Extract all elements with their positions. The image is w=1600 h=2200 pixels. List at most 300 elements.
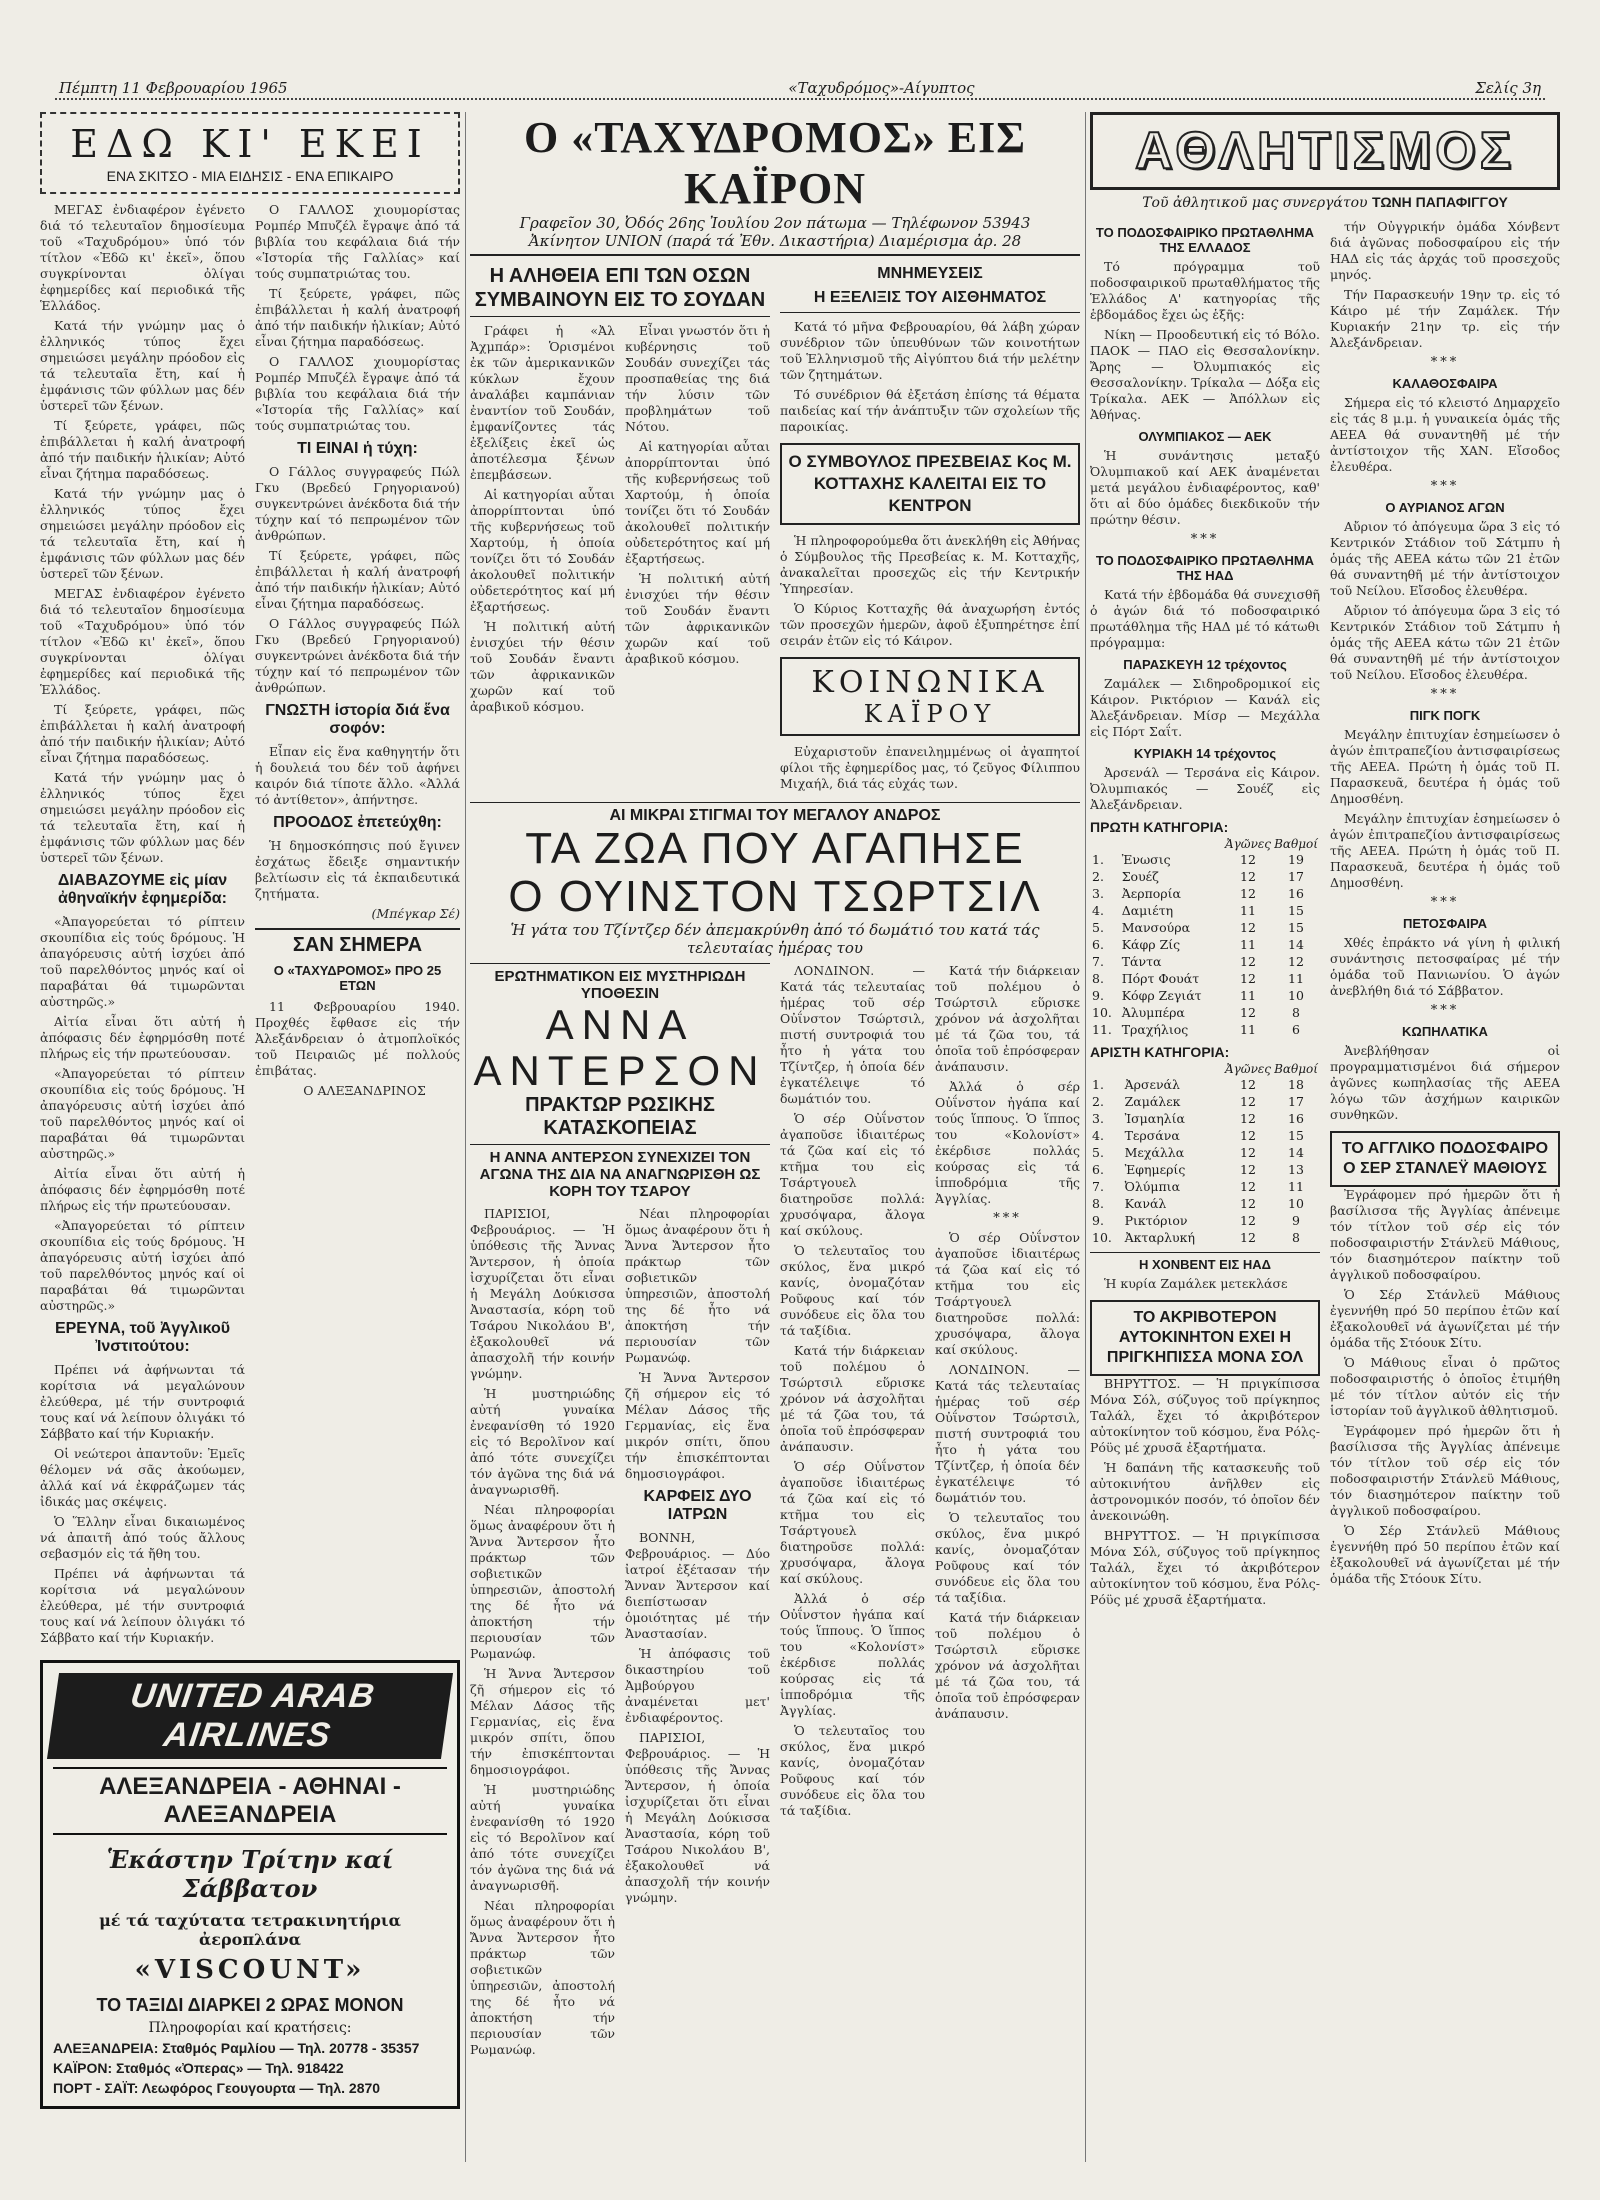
anna-col-a bbox=[470, 1206, 615, 2062]
table-cell-games: 12 bbox=[1240, 1230, 1256, 1245]
table-row bbox=[1090, 953, 1320, 970]
honved-heading: Η ΧΟΝΒΕΝΤ ΕΙΣ ΗΑΔ bbox=[1090, 1252, 1320, 1272]
article-paragraph: Πρέπει νά ἀφήνωνται τά κορίτσια νά μεγαλώνουν ἐλεύθερα, μέ τήν συντροφιά τους καί νά λείπουν ὀλιγάκι τό Σάββατο καί τήν Κυριακήν. bbox=[40, 1566, 245, 1645]
article-paragraph: Ὁ Μάθιους εἶναι ὁ πρῶτος ποδοσφαιριστής ὁ ὁποῖος ἐτιμήθη μέ τόν τίτλον αὐτόν εἰς τήν ἱστορίαν τοῦ ἀγγλικοῦ ἀθλητισμοῦ. bbox=[1330, 1355, 1560, 1418]
article-paragraph: Νέαι πληροφορίαι ὅμως ἀναφέρουν ὅτι ἡ Ἄννα Ἄντερσον ἦτο πράκτωρ τῶν σοβιετικῶν ὑπηρεσιῶν, ἀποστολή της δέ ἦτο νά ἀποκτήση τήν περιουσίαν τῶν Ρωμανώφ. bbox=[625, 1206, 770, 1365]
article-paragraph: Κατά τήν διάρκειαν τοῦ πολέμου ὁ Τσώρτσιλ εὕρισκε χρόνον νά ἀσχολῆται μέ τά ζῶα του, τά ὁποῖα τοῦ ἐπρόσφεραν ἀνάπαυσιν. bbox=[935, 1610, 1080, 1721]
counsellor-headline: Ο ΣΥΜΒΟΥΛΟΣ ΠΡΕΣΒΕΙΑΣ Κος Μ. ΚΟΤΤΑΧΗΣ ΚΑΛΕΙΤΑΙ ΕΙΣ ΤΟ ΚΕΝΤΡΟΝ bbox=[788, 452, 1072, 515]
table-cell-team: Ὀλύμπια bbox=[1124, 1179, 1181, 1194]
table-cell-points: 18 bbox=[1288, 1077, 1304, 1092]
table-cell-points: 15 bbox=[1288, 920, 1304, 935]
article-paragraph: Ἡ κυρία Ζαμάλεκ μετεκλάσε bbox=[1104, 1276, 1288, 1291]
table-cell-games: 12 bbox=[1240, 852, 1256, 867]
anna-headline: ΑΝΝΑ ΑΝΤΕΡΣΟΝ bbox=[473, 1001, 767, 1094]
table-cell-team: Ἀλυμπέρα bbox=[1121, 1005, 1185, 1020]
greek-champ-heading: ΤΟ ΠΟΔΟΣΦΑΙΡΙΚΟ ΠΡΩΤΑΘΛΗΜΑ ΤΗΣ ΕΛΛΑΔΟΣ bbox=[1095, 225, 1315, 255]
edo-column-a bbox=[40, 202, 245, 1650]
athletics-title: ΑΘΛΗΤΙΣΜΟΣ bbox=[1135, 122, 1515, 180]
table-header-team bbox=[1123, 1062, 1224, 1076]
article-paragraph: Αἱ κατηγορίαι αὗται ἀπορρίπτονται ὑπό τῆς κυβερνήσεως τοῦ Χαρτούμ, ἡ ὁποία τονίζει ὅτι τό Σουδάν ἀκολουθεῖ πολιτικήν οὐδετερότητος καί μή ἐξαρτήσεως. bbox=[625, 439, 770, 566]
article-paragraph: Κατά τήν διάρκειαν τοῦ πολέμου ὁ Τσώρτσιλ εὕρισκε χρόνον νά ἀσχολῆται μέ τά ζῶα του, τά ὁποῖα τοῦ ἐπρόσφεραν ἀνάπαυσιν. bbox=[935, 963, 1080, 1074]
airline-logo: UNITED ARAB AIRLINES bbox=[47, 1673, 453, 1759]
column-right bbox=[1090, 112, 1560, 2162]
princess-car-box bbox=[1090, 1300, 1320, 1376]
table-cell-points: 15 bbox=[1288, 1128, 1304, 1143]
san-simera-subheading: Ο «ΤΑΧΥΔΡΟΜΟΣ» ΠΡΟ 25 ΕΤΩΝ bbox=[273, 963, 442, 993]
mnem-subheading: Η ΕΞΕΛΙΞΙΣ ΤΟΥ ΑΙΣΘΗΜΑΤΟΣ bbox=[780, 288, 1080, 313]
table-cell-games: 12 bbox=[1240, 1162, 1256, 1177]
header-date: Πέμπτη 11 Φεβρουαρίου 1965 bbox=[55, 79, 292, 97]
article-paragraph: Κατά τήν γνώμην μας ὁ ἐλληνικός τύπος ἔχει σημειώσει μεγάλην πρόοδον εἰς τά τελευταῖα ἔτη, καί ἡ ἐμφάνισις τῶν φύλλων μας δέν ὑστερεῖ τῶν ξένων. bbox=[40, 770, 245, 865]
table-cell-pos: 10. bbox=[1092, 1230, 1112, 1245]
table-row bbox=[1090, 1212, 1320, 1229]
article-paragraph: Τί ξεύρετε, γράφει, πῶς ἐπιβάλλεται ἡ καλή ἀνατροφή ἀπό τήν παιδικήν ἡλικίαν; Αὐτό εἶναι ζήτημα παραδόσεως. bbox=[255, 548, 460, 611]
sudan-article bbox=[470, 264, 770, 796]
table-row bbox=[1090, 970, 1320, 987]
article-paragraph: Ο Γάλλος συγγραφεύς Πώλ Γκυ (Βρεδεύ Γρηγοριανού) συγκεντρώνει ἀνέκδοτα διά τήν τύχην καί τό πεπρωμένον τῶν ἀνθρώπων. bbox=[255, 616, 460, 695]
article-paragraph: Ἡ δημοσκόπησις πού ἔγινεν ἐσχάτως ἔδειξε σημαντικήν βελτίωσιν εἰς τά ἐκπαιδευτικά ζητήματα. bbox=[255, 838, 460, 901]
athletics-columns bbox=[1090, 219, 1560, 1612]
table-cell-games: 12 bbox=[1240, 1128, 1256, 1143]
article-paragraph: Κατά τήν γνώμην μας ὁ ἐλληνικός τύπος ἔχει σημειώσει μεγάλην πρόοδον εἰς τά τελευταῖα ἔτη, καί ἡ ἐμφάνισις τῶν φύλλων μας δέν ὑστερεῖ τῶν ξένων. bbox=[40, 318, 245, 413]
table-header-points: Βαθμοί bbox=[1274, 1062, 1318, 1076]
table-cell-points: 8 bbox=[1292, 1230, 1300, 1245]
mnem-article bbox=[780, 264, 1080, 796]
table-cell-points: 9 bbox=[1292, 1213, 1300, 1228]
table-cell-pos: 8. bbox=[1092, 971, 1104, 986]
ping-pong-heading: ΠΙΓΚ ΠΟΓΚ bbox=[1409, 708, 1481, 723]
article-paragraph: Ἡ πολιτική αὐτή ἐνισχύει τήν θέσιν τοῦ Σουδάν ἔναντι τῶν ἀφρικανικῶν χωρῶν καί τοῦ ἀραβικοῦ κόσμου. bbox=[625, 571, 770, 666]
table-cell-team: Ρικτόριον bbox=[1124, 1213, 1188, 1228]
article-paragraph: Εὐχαριστοῦν ἐπανειλημμένως οἱ ἀγαπητοί φίλοι τῆς ἐφημερίδος μας, τό ζεῦγος Φίλιππου Μιχαήλ, διά τάς εὐχάς των. bbox=[780, 744, 1080, 791]
counsellor-box bbox=[780, 443, 1080, 525]
article-paragraph: ΜΕΓΑΣ ἐνδιαφέρον ἐγένετο διά τό τελευταῖον δημοσίευμα τοῦ «Ταχυδρόμου» ὑπό τόν τίτλον «Ἐδῶ κι' ἐκεῖ», ὅπου συγκρίνονται ὀλίγαι ἐφημερίδες καί περιοδικά τῆς Ἑλλάδος. bbox=[40, 586, 245, 697]
table-cell-games: 12 bbox=[1240, 1196, 1256, 1211]
table-cell-points: 15 bbox=[1288, 903, 1304, 918]
article-paragraph: Ἀνεβλήθησαν οἱ προγραμματισμένοι διά σήμερον ἀγῶνες κωπηλασίας τῆς ΑΕΕΑ λόγω τῶν ἀσχήμων καιρικῶν συνθηκῶν. bbox=[1330, 1043, 1560, 1122]
table-cell-points: 11 bbox=[1288, 1179, 1304, 1194]
table-row bbox=[1090, 1110, 1320, 1127]
edo-ki-ekei-box bbox=[40, 112, 460, 194]
table-cell-points: 11 bbox=[1288, 971, 1304, 986]
article-paragraph: ΠΑΡΙΣΙΟΙ, Φεβρουάριος. — Ἡ ὑπόθεσις τῆς Ἄννας Ἄντερσον, ἡ ὁποία ἰσχυρίζεται ὅτι εἶναι ἡ Μεγάλη Δούκισσα Ἀναστασία, κόρη τοῦ Τσάρου Νικολάου Β', ἐξακολουθεῖ νά ἀπασχολῆ τήν κοινήν γνώμην. bbox=[625, 1730, 770, 1905]
table-cell-team: Σουέζ bbox=[1121, 869, 1159, 884]
article-paragraph: Ὁ Κύριος Κοτταχῆς θά ἀναχωρήση ἐντός τῶν προσεχῶν ἡμερῶν, ἀφοῦ ἐξυπηρέτησε ἐπί σειράν ἐτῶν εἰς τό Κάιρον. bbox=[780, 601, 1080, 648]
article-paragraph: Ἡ δαπάνη τῆς κατασκευῆς τοῦ αὐτοκινήτου ἀνῆλθεν εἰς ἀστρονομικόν ποσόν, τό ὁποῖον δέν ἀνεκοινώθη. bbox=[1090, 1460, 1320, 1523]
masthead-address-2: Ἀκίνητον UNION (παρά τά Ἐθν. Δικαστήρια) Διαμέρισμα ἀρ. 28 bbox=[528, 232, 1022, 250]
table-cell-games: 11 bbox=[1240, 937, 1256, 952]
article-paragraph: Ἡ ἀπόφασις τοῦ δικαστηρίου τοῦ Ἀμβούργου ἀναμένεται μετ' ἐνδιαφέροντος. bbox=[625, 1646, 770, 1725]
table-cell-games: 12 bbox=[1240, 1094, 1256, 1109]
edo-subtitle: ΕΝΑ ΣΚΙΤΣΟ - ΜΙΑ ΕΙΔΗΣΙΣ - ΕΝΑ ΕΠΙΚΑΙΡΟ bbox=[106, 168, 394, 184]
article-paragraph: Ὁ Ἕλλην εἶναι δικαιωμένος νά ἀπαιτῆ ἀπό τούς ἄλλους σεβασμόν εἰς τά ἤθη του. bbox=[40, 1514, 245, 1561]
table-header-points: Βαθμοί bbox=[1274, 837, 1318, 851]
table-cell-pos: 6. bbox=[1092, 937, 1104, 952]
edo-column-b bbox=[255, 202, 460, 1650]
article-paragraph: ΒΗΡΥΤΤΟΣ. — Ἡ πριγκίπισσα Μόνα Σόλ, σύζυγος τοῦ πρίγκηπος Ταλάλ, ἔχει τό ἀκριβότερον αὐτοκίνητον τοῦ κόσμου, ἕνα Ρόλς-Ρόϋς μέ χρυσᾶ ἐξαρτήματα. bbox=[1090, 1528, 1320, 1607]
churchill-body bbox=[780, 963, 1080, 2062]
article-paragraph: Τό πρόγραμμα τοῦ ποδοσφαιρικοῦ πρωταθλήματος τῆς Ἑλλάδος Α' κατηγορίας τῆς ἑβδομάδος ἔχει ὡς ἑξῆς: bbox=[1090, 259, 1320, 322]
table-cell-team: Ἀερπορία bbox=[1121, 886, 1182, 901]
table-header-pos bbox=[1090, 837, 1120, 851]
ad-aircraft-name: «VISCOUNT» bbox=[134, 1955, 366, 1985]
first-category-table bbox=[1090, 837, 1320, 1038]
table-cell-points: 12 bbox=[1288, 954, 1304, 969]
section-separator: *** bbox=[993, 1211, 1022, 1226]
article-paragraph: «Ἀπαγορεύεται τό ρίπτειν σκουπίδια εἰς τούς δρόμους. Ἡ ἀπαγόρευσις αὐτή ἰσχύει ἀπό τοῦ παρελθόντος μηνός καί οἱ παραβάται θά τιμωρῶνται αὐστηρῶς.» bbox=[40, 914, 245, 1009]
article-paragraph: ΠΑΡΙΣΙΟΙ, Φεβρουάριος. — Ἡ ὑπόθεσις τῆς Ἄννας Ἄντερσον, ἡ ὁποία ἰσχυρίζεται ὅτι εἶναι ἡ Μεγάλη Δούκισσα Ἀναστασία, κόρη τοῦ Τσάρου Νικολάου Β', ἐξακολουθεῖ νά ἀπασχολῆ τήν κοινήν γνώμην. bbox=[470, 1206, 615, 1381]
stanley-matthews-box bbox=[1330, 1131, 1560, 1187]
table-header-games: Ἀγῶνες bbox=[1224, 837, 1272, 851]
table-cell-pos: 3. bbox=[1092, 886, 1104, 901]
table-cell-pos: 8. bbox=[1092, 1196, 1104, 1211]
column-left bbox=[40, 112, 460, 2162]
article-paragraph: Σήμερα εἰς τό κλειστό Δημαρχεῖο εἰς τάς 8 μ.μ. ἡ γυναικεία ὁμάς τῆς ΑΕΕΑ θά συναντηθῆ μέ τήν ἀντίστοιχον τῆς ΧΑΝ. Εἴσοδος ἐλευθέρα. bbox=[1330, 395, 1560, 474]
table-cell-team: Τάντα bbox=[1121, 954, 1162, 969]
article-paragraph: Τί ξεύρετε, γράφει, πῶς ἐπιβάλλεται ἡ καλή ἀνατροφή ἀπό τήν παιδικήν ἡλικίαν; Αὐτό εἶναι ζήτημα παραδόσεως. bbox=[40, 418, 245, 481]
article-paragraph: Ο Γάλλος συγγραφεύς Πώλ Γκυ (Βρεδεύ Γρηγοριανού) συγκεντρώνει ἀνέκδοτα διά τήν τύχην καί τό πεπρωμένον τῶν ἀνθρώπων. bbox=[255, 464, 460, 543]
article-paragraph: Ἡ Ἄννα Ἄντερσον ζῆ σήμερον εἰς τό Μέλαν Δάσος τῆς Γερμανίας, εἰς ἕνα μικρόν σπίτι, ὅπου τήν ἐπισκέπτονται δημοσιογράφοι. bbox=[625, 1370, 770, 1481]
table-cell-points: 14 bbox=[1288, 1145, 1304, 1160]
article-paragraph: Ο ΓΑΛΛΟΣ χιουμορίστας Ρομπέρ Μπυζέλ ἔγραψε ἀπό τά βιβλία του κεφάλαια διά τήν «Ἱστορία τῆς Γαλλίας» καί τούς συμπατριώτας του. bbox=[255, 202, 460, 281]
article-paragraph: Αὔριον τό ἀπόγευμα ὥρα 3 εἰς τό Κεντρικόν Στάδιον τοῦ Σάτμπυ ἡ ὁμάς τῆς ΑΕΕΑ κάτω τῶν 21 ἐτῶν θά συναντηθῆ μέ τήν ἀντίστοιχον τοῦ Νείλου. Εἴσοδος ἐλευθέρα. bbox=[1330, 519, 1560, 598]
article-signature: Ο ΑΛΕΞΑΝΔΡΙΝΟΣ bbox=[303, 1083, 426, 1098]
article-paragraph: Ἡ πολιτική αὐτή ἐνισχύει τήν θέσιν τοῦ Σουδάν ἔναντι τῶν ἀφρικανικῶν χωρῶν καί τοῦ ἀραβικοῦ κόσμου. bbox=[470, 619, 615, 714]
erevna-heading: ΕΡΕΥΝΑ, τοῦ Ἀγγλικοῦ Ἰνστιτούτου: bbox=[54, 1320, 231, 1355]
table-row bbox=[1090, 1178, 1320, 1195]
article-paragraph: ΛΟΝΔΙΝΟΝ. — Κατά τάς τελευταίας ἡμέρας τοῦ σέρ Οὐΐνστον Τσώρτσιλ, πιστή συντροφιά του ἦτο ἡ γάτα του Τζίντζερ, ἡ ὁποία δέν ἐγκατέλειψε τό δωμάτιόν του. bbox=[780, 963, 925, 1106]
table-cell-pos: 9. bbox=[1092, 988, 1104, 1003]
table-cell-team: Δαμιέτη bbox=[1121, 903, 1174, 918]
iatroi-heading: ΚΑΡΦΕΙΣ ΔΥΟ ΙΑΤΡΩΝ bbox=[643, 1488, 752, 1523]
athletics-byline bbox=[1090, 194, 1560, 211]
churchill-col-a bbox=[780, 963, 925, 1823]
article-paragraph: Αἰτία εἶναι ὅτι αὐτή ἡ ἀπόφασις δέν ἐφηρμόσθη ποτέ πλήρως εἰς τήν πρωτεύουσαν. bbox=[40, 1014, 245, 1061]
ad-address-alexandria: ΑΛΕΞΑΝΔΡΕΙΑ: Σταθμός Ραμλίου — Τηλ. 20778 - 35357 bbox=[53, 2040, 420, 2056]
article-paragraph: Πρέπει νά ἀφήνωνται τά κορίτσια νά μεγαλώνουν ἐλεύθερα, μέ τήν συντροφιά τους καί νά λείπουν ὀλιγάκι τό Σάββατο καί τήν Κυριακήν. bbox=[40, 1362, 245, 1441]
ad-route: ΑΛΕΞΑΝΔΡΕΙΑ - ΑΘΗΝΑΙ - ΑΛΕΞΑΝΔΡΕΙΑ bbox=[53, 1767, 447, 1835]
table-cell-points: 10 bbox=[1288, 988, 1304, 1003]
table-row bbox=[1090, 936, 1320, 953]
basketball-heading: ΚΑΛΑΘΟΣΦΑΙΡΑ bbox=[1392, 376, 1498, 391]
tieinai-heading: ΤΙ ΕΙΝΑΙ ἡ τύχη: bbox=[297, 440, 418, 457]
article-paragraph: Ἡ μυστηριώδης αὐτή γυναίκα ἐνεφανίσθη τό 1920 εἰς τό Βερολῖνον καί ἀπό τότε συνεχίζει τόν ἀγῶνα της διά νά ἀναγνωρισθῆ. bbox=[470, 1386, 615, 1497]
table-cell-games: 12 bbox=[1240, 971, 1256, 986]
table-cell-team: Ἐφημερίς bbox=[1124, 1162, 1186, 1177]
article-paragraph: ΒΟΝΝΗ, Φεβρουάριος. — Δύο ἰατροί ἐξέτασαν τήν Ἄνναν Ἄντερσον καί διεπίστωσαν ὁμοιότητας μέ τήν Ἀναστασίαν. bbox=[625, 1530, 770, 1641]
column-rule-2 bbox=[1085, 112, 1086, 2162]
tomorrow-match-heading: Ο ΑΥΡΙΑΝΟΣ ΑΓΩΝ bbox=[1385, 500, 1505, 515]
table-cell-pos: 7. bbox=[1092, 954, 1104, 969]
section-separator: *** bbox=[1430, 687, 1460, 702]
article-paragraph: Νέαι πληροφορίαι ὅμως ἀναφέρουν ὅτι ἡ Ἄννα Ἄντερσον ἦτο πράκτωρ τῶν σοβιετικῶν ὑπηρεσιῶν, ἀποστολή της δέ ἦτο νά ἀποκτήση τήν περιουσίαν τῶν Ρωμανώφ. bbox=[470, 1502, 615, 1661]
diavazoume-heading: ΔΙΑΒΑΖΟΥΜΕ εἰς μίαν ἀθηναϊκήν ἐφημερίδα: bbox=[57, 872, 228, 907]
table-row bbox=[1090, 1021, 1320, 1038]
article-paragraph: Ὁ τελευταῖος του σκύλος, ἕνα μικρό κανίς, ὀνομαζόταν Ροῦφους καί τόν συνόδευε εἰς ὅλα του τά ταξίδια. bbox=[780, 1243, 925, 1338]
running-header bbox=[55, 78, 1545, 100]
article-paragraph: Οἱ νεώτεροι ἀπαντοῦν: Ἐμεῖς θέλομεν νά σᾶς ἀκούωμεν, ἀλλά καί νά ἐκφράζωμεν τάς ἰδικάς μας σκέψεις. bbox=[40, 1446, 245, 1509]
article-paragraph: Ἐγράφομεν πρό ἡμερῶν ὅτι ἡ βασίλισσα τῆς Ἀγγλίας ἀπένειμε τόν τίτλον τοῦ σέρ εἰς τόν ποδοσφαιριστήν Στάνλεϋ Μάθιους, τόν διασημότερον παίκτην τοῦ ἀγγλικοῦ ποδοσφαίρου. bbox=[1330, 1187, 1560, 1282]
table-cell-points: 19 bbox=[1288, 852, 1304, 867]
table-cell-games: 12 bbox=[1240, 1213, 1256, 1228]
table-cell-games: 12 bbox=[1240, 1179, 1256, 1194]
table-row bbox=[1090, 1004, 1320, 1021]
ad-trip-duration: ΤΟ ΤΑΞΙΔΙ ΔΙΑΡΚΕΙ 2 ΩΡΑΣ ΜΟΝΟΝ bbox=[96, 1995, 404, 2015]
article-paragraph: Ὁ σέρ Οὐΐνστον ἀγαποῦσε ἰδιαιτέρως τά ζῶα καί εἰς τό κτῆμα του εἰς Τσάρτγουελ διατηροῦσε πολλά: χρυσόψαρα, ἄλογα καί σκύλους. bbox=[780, 1459, 925, 1586]
table-cell-pos: 2. bbox=[1092, 1094, 1104, 1109]
table-cell-games: 12 bbox=[1240, 920, 1256, 935]
table-row bbox=[1090, 1161, 1320, 1178]
sunday-label: ΚΥΡΙΑΚΗ 14 τρέχοντος bbox=[1133, 746, 1277, 761]
table-cell-games: 12 bbox=[1240, 1145, 1256, 1160]
table-cell-team: Ἐνωσις bbox=[1121, 852, 1171, 867]
column-rule-1 bbox=[465, 112, 466, 2162]
article-paragraph: Ἀλλά ὁ σέρ Οὐΐνστον ἠγάπα καί τούς ἵππους. Ὁ ἵππος του «Κολονίστ» ἐκέρδισε πολλάς κούρσας εἰς τά ἱπποδρόμια τῆς Ἀγγλίας. bbox=[935, 1079, 1080, 1206]
table-row bbox=[1090, 902, 1320, 919]
anna-columns bbox=[470, 1206, 770, 2062]
article-paragraph: Ἀλλά ὁ σέρ Οὐΐνστον ἠγάπα καί τούς ἵππους. Ὁ ἵππος του «Κολονίστ» ἐκέρδισε πολλάς κούρσας εἰς τά ἱπποδρόμια τῆς Ἀγγλίας. bbox=[780, 1591, 925, 1718]
table-row bbox=[1090, 851, 1320, 868]
article-paragraph: Ὁ τελευταῖος του σκύλος, ἕνα μικρό κανίς, ὀνομαζόταν Ροῦφους καί τόν συνόδευε εἰς ὅλα του τά ταξίδια. bbox=[935, 1510, 1080, 1605]
article-paragraph: Αἱ κατηγορίαι αὗται ἀπορρίπτονται ὑπό τῆς κυβερνήσεως τοῦ Χαρτούμ, ἡ ὁποία τονίζει ὅτι τό Σουδάν ἀκολουθεῖ πολιτικήν οὐδετερότητος καί μή ἐξαρτήσεως. bbox=[470, 487, 615, 614]
header-paper: «Ταχυδρόμος»-Αίγυπτος bbox=[784, 79, 978, 97]
had-champ-heading: ΤΟ ΠΟΔΟΣΦΑΙΡΙΚΟ ΠΡΩΤΑΘΛΗΜΑ ΤΗΣ ΗΑΔ bbox=[1095, 553, 1315, 583]
byline-name: ΤΩΝΗ ΠΑΠΑΦΙΓΓΟΥ bbox=[1372, 194, 1508, 210]
article-paragraph: Ὁ σέρ Οὐΐνστον ἀγαποῦσε ἰδιαιτέρως τά ζῶα καί εἰς τό κτῆμα του εἰς Τσάρτγουελ διατηροῦσε πολλά: χρυσόψαρα, ἄλογα καί σκύλους. bbox=[935, 1230, 1080, 1357]
edo-title: ΕΔΩ ΚΙ' ΕΚΕΙ bbox=[70, 122, 430, 166]
section-separator: *** bbox=[1190, 532, 1220, 547]
article-paragraph: Τό συνέδριον θά ἐξετάση ἐπίσης τά θέματα παιδείας καί τήν ἀνάπτυξιν τῶν σχολείων τῆς παροικίας. bbox=[780, 387, 1080, 434]
article-paragraph: Ἡ συνάντησις μεταξύ Ὀλυμπιακοῦ καί ΑΕΚ ἀναμένεται μετά μεγάλου ἐνδιαφέροντος, καθ' ὅτι αἱ δύο ὁμάδες διεκδικοῦν τήν πρώτην θέσιν. bbox=[1090, 448, 1320, 527]
table-cell-pos: 10. bbox=[1092, 1005, 1112, 1020]
koinonika-box bbox=[780, 657, 1080, 736]
article-paragraph: Ὁ Σέρ Στάνλεϋ Μάθιους ἐγεννήθη πρό 50 περίπου ἐτῶν καί ἐξακολουθεῖ νά ἀγωνίζεται μέ τήν ὁμάδα τῆς Στόουκ Σίτυ. bbox=[1330, 1287, 1560, 1350]
table-cell-team: Ἀρσενάλ bbox=[1124, 1077, 1180, 1092]
table-header-row bbox=[1090, 837, 1320, 851]
table-cell-team: Ἰσμαηλία bbox=[1124, 1111, 1185, 1126]
table-cell-games: 12 bbox=[1240, 886, 1256, 901]
san-simera-heading: ΣΑΝ ΣΗΜΕΡΑ bbox=[255, 928, 460, 957]
article-paragraph: Κατά τήν γνώμην μας ὁ ἐλληνικός τύπος ἔχει σημειώσει μεγάλην πρόοδον εἰς τά τελευταῖα ἔτη, καί ἡ ἐμφάνισις τῶν φύλλων μας δέν ὑστερεῖ τῶν ξένων. bbox=[40, 486, 245, 581]
article-paragraph: ΛΟΝΔΙΝΟΝ. — Κατά τάς τελευταίας ἡμέρας τοῦ σέρ Οὐΐνστον Τσώρτσιλ, πιστή συντροφιά του ἦτο ἡ γάτα του Τζίντζερ, ἡ ὁποία δέν ἐγκατέλειψε τό δωμάτιόν του. bbox=[935, 1362, 1080, 1505]
sudan-col-b bbox=[625, 323, 770, 719]
churchill-headline-2: Ο ΟΥΙΝΣΤΟΝ ΤΣΩΡΤΣΙΛ bbox=[508, 872, 1042, 921]
table-row bbox=[1090, 1229, 1320, 1246]
united-arab-airlines-ad bbox=[40, 1660, 460, 2109]
table-cell-games: 11 bbox=[1240, 1022, 1256, 1037]
anna-deck: Η ΑΝΝΑ ΑΝΤΕΡΣΟΝ ΣΥΝΕΧΙΖΕΙ ΤΟΝ ΑΓΩΝΑ ΤΗΣ ΔΙΑ ΝΑ ΑΝΑΓΝΩΡΙΣΘΗ ΩΣ ΚΟΡΗ ΤΟΥ ΤΣΑΡΟΥ bbox=[479, 1149, 761, 1200]
table-cell-pos: 4. bbox=[1092, 903, 1104, 918]
churchill-columns bbox=[780, 963, 1080, 1823]
article-paragraph: «Ἀπαγορεύεται τό ρίπτειν σκουπίδια εἰς τούς δρόμους. Ἡ ἀπαγόρευσις αὐτή ἰσχύει ἀπό τοῦ παρελθόντος μηνός καί οἱ παραβάται θά τιμωρῶνται αὐστηρῶς.» bbox=[40, 1066, 245, 1161]
volleyball-heading: ΠΕΤΟΣΦΑΙΡΑ bbox=[1402, 916, 1488, 931]
article-paragraph: Ο ΓΑΛΛΟΣ χιουμορίστας Ρομπέρ Μπυζέλ ἔγραψε ἀπό τά βιβλία του κεφάλαια διά τήν «Ἱστορία τῆς Γαλλίας» καί τούς συμπατριώτας του. bbox=[255, 354, 460, 433]
anna-kicker: ΕΡΩΤΗΜΑΤΙΚΟΝ ΕΙΣ ΜΥΣΤΗΡΙΩΔΗ ΥΠΟΘΕΣΙΝ bbox=[470, 963, 770, 1002]
table-cell-points: 17 bbox=[1288, 869, 1304, 884]
table-cell-pos: 1. bbox=[1092, 852, 1104, 867]
proodos-heading: ΠΡΟΟΔΟΣ ἐπετεύχθη: bbox=[273, 814, 442, 831]
table-cell-games: 12 bbox=[1240, 1077, 1256, 1092]
article-paragraph: Αὔριον τό ἀπόγευμα ὥρα 3 εἰς τό Κεντρικόν Στάδιον τοῦ Σάτμπυ ἡ ὁμάς τῆς ΑΕΕΑ κάτω τῶν 21 ἐτῶν θά συναντηθῆ μέ τήν ἀντίστοιχον τοῦ Νείλου. Εἴσοδος ἐλευθέρα. bbox=[1330, 603, 1560, 682]
table-row bbox=[1090, 1144, 1320, 1161]
article-paragraph: 11 Φεβρουαρίου 1940. Προχθές ἔφθασε εἰς τήν Ἀλεξάνδρειαν ὁ ἀτμοπλοϊκός τοῦ Πειραιῶς μέ πολλούς ἐπιβάτας. bbox=[255, 999, 460, 1078]
elite-category-table bbox=[1090, 1062, 1320, 1246]
column-center bbox=[470, 112, 1080, 2162]
princess-car-headline: ΤΟ ΑΚΡΙΒΟΤΕΡΟΝ ΑΥΤΟΚΙΝΗΤΟΝ ΕΧΕΙ Η ΠΡΙΓΚΗΠΙΣΣΑ ΜΟΝΑ ΣΟΛ bbox=[1106, 1309, 1304, 1366]
table-cell-pos: 5. bbox=[1092, 920, 1104, 935]
stanley-matthews-headline: ΤΟ ΑΓΓΛΙΚΟ ΠΟΔΟΣΦΑΙΡΟ Ο ΣΕΡ ΣΤΑΝΛΕΫ ΜΑΘΙΟΥΣ bbox=[1341, 1140, 1549, 1177]
table-cell-points: 17 bbox=[1288, 1094, 1304, 1109]
sudan-headline: Η ΑΛΗΘΕΙΑ ΕΠΙ ΤΩΝ ΟΣΩΝ ΣΥΜΒΑΙΝΟΥΝ ΕΙΣ ΤΟ ΣΟΥΔΑΝ bbox=[470, 264, 770, 317]
article-paragraph: Μεγάλην ἐπιτυχίαν ἐσημείωσεν ὁ ἀγών ἐπιτραπεζίου ἀντισφαιρίσεως τῆς ΑΕΕΑ. Πρώτη ἡ ὁμάς τοῦ Π. Παρασκευᾶ, δευτέρα ἡ ὁμάς τοῦ Δημοσθένη. bbox=[1330, 811, 1560, 890]
anna-col-b bbox=[625, 1206, 770, 2062]
ad-days: Ἑκάστην Τρίτην καί Σάββατον bbox=[106, 1845, 394, 1903]
article-paragraph: Ὁ σέρ Οὐΐνστον ἀγαποῦσε ἰδιαιτέρως τά ζῶα καί εἰς τό κτῆμα του εἰς Τσάρτγουελ διατηροῦσε πολλά: χρυσόψαρα, ἄλογα καί σκύλους. bbox=[780, 1111, 925, 1238]
sudan-col-a bbox=[470, 323, 615, 719]
article-paragraph: Ἀρσενάλ — Τερσάνα εἰς Κάιρον. Ὀλυμπιακός — Σουέζ εἰς Ἀλεξάνδρειαν. bbox=[1090, 765, 1320, 812]
table-cell-games: 12 bbox=[1240, 954, 1256, 969]
table-row bbox=[1090, 987, 1320, 1004]
article-paragraph: Τήν Παρασκευήν 19ην τρ. εἰς τό Κάιρο μέ τήν Ζαμάλεκ. Τήν Κυριακήν 21ην τρ. εἰς τήν Ἀλεξάνδρειαν. bbox=[1330, 287, 1560, 350]
table-row bbox=[1090, 1127, 1320, 1144]
table-row bbox=[1090, 1093, 1320, 1110]
article-paragraph: Ὁ Σέρ Στάνλεϋ Μάθιους ἐγεννήθη πρό 50 περίπου ἐτῶν καί ἐξακολουθεῖ νά ἀγωνίζεται μέ τήν ὁμάδα τῆς Στόουκ Σίτυ. bbox=[1330, 1523, 1560, 1586]
table-row bbox=[1090, 868, 1320, 885]
table-cell-pos: 1. bbox=[1092, 1077, 1104, 1092]
lower-articles bbox=[470, 963, 1080, 2062]
byline-prefix: Τοῦ ἀθλητικοῦ μας συνεργάτου bbox=[1142, 195, 1368, 211]
article-paragraph: ΒΗΡΥΤΤΟΣ. — Ἡ πριγκίπισσα Μόνα Σόλ, σύζυγος τοῦ πρίγκηπος Ταλάλ, ἔχει τό ἀκριβότερον αὐτοκίνητον τοῦ κόσμου, ἕνα Ρόλς-Ρόϋς μέ χρυσᾶ ἐξαρτήματα. bbox=[1090, 1376, 1320, 1455]
churchill-col-b bbox=[935, 963, 1080, 1823]
table-cell-pos: 6. bbox=[1092, 1162, 1104, 1177]
table-cell-team: Κάφρ Ζίς bbox=[1121, 937, 1181, 952]
gnosti-heading: ΓΝΩΣΤΗ ἱστορία διά ἕνα σοφόν: bbox=[265, 702, 450, 737]
article-paragraph: Αἰτία εἶναι ὅτι αὐτή ἡ ἀπόφασις δέν ἐφηρμόσθη ποτέ πλήρως εἰς τήν πρωτεύουσαν. bbox=[40, 1166, 245, 1213]
table-cell-team: Τερσάνα bbox=[1124, 1128, 1180, 1143]
koinonika-subtitle: ΚΑΪΡΟΥ bbox=[863, 700, 997, 728]
article-paragraph: τήν Οὐγγρικήν ὁμάδα Χόνβεντ διά ἀγῶνας ποδοσφαίρου εἰς τήν ΗΑΔ εἰς τάς ἀρχάς τοῦ προσεχοῦς μηνός. bbox=[1330, 219, 1560, 282]
edo-columns bbox=[40, 202, 460, 1650]
table-header-pos bbox=[1090, 1062, 1123, 1076]
table-cell-points: 14 bbox=[1288, 937, 1304, 952]
athletics-col-a bbox=[1090, 219, 1320, 1612]
table-cell-games: 12 bbox=[1240, 1111, 1256, 1126]
table-cell-games: 12 bbox=[1240, 1005, 1256, 1020]
article-paragraph: Κατά τό μῆνα Φεβρουαρίου, θά λάβη χώραν συνέδριον τῶν ὑπευθύνων τῶν κοινοτήτων τοῦ Ἑλληνισμοῦ τῆς Αἰγύπτου διά τήν μελέτην τῶν ζητημάτων. bbox=[780, 319, 1080, 382]
table-cell-pos: 3. bbox=[1092, 1111, 1104, 1126]
table-header-team bbox=[1120, 837, 1224, 851]
churchill-kicker: ΑΙ ΜΙΚΡΑΙ ΣΤΙΓΜΑΙ ΤΟΥ ΜΕΓΑΛΟΥ ΑΝΔΡΟΣ bbox=[470, 802, 1080, 825]
table-cell-team: Κανάλ bbox=[1124, 1196, 1167, 1211]
article-paragraph: Εἶναι γνωστόν ὅτι ἡ κυβέρνησις τοῦ Σουδάν συνεχίζει τάς προσπαθείας της διά τήν λύσιν τῶν προβλημάτων τοῦ Νότου. bbox=[625, 323, 770, 434]
table-cell-pos: 2. bbox=[1092, 869, 1104, 884]
section-separator: *** bbox=[1430, 355, 1460, 370]
table-header-games: Ἀγῶνες bbox=[1224, 1062, 1272, 1076]
athletics-title-box bbox=[1090, 112, 1560, 190]
churchill-headline-1: ΤΑ ΖΩΑ ΠΟΥ ΑΓΑΠΗΣΕ bbox=[525, 824, 1025, 873]
section-separator: *** bbox=[1430, 895, 1460, 910]
table-row bbox=[1090, 1076, 1320, 1093]
article-paragraph: Εἶπαν εἰς ἕνα καθηγητήν ὅτι ἡ δουλειά του δέν τοῦ ἀφήνει καιρόν διά τίποτε ἄλλο. «Ἀλλά τό ἀντίθετον», ἀπήντησε. bbox=[255, 744, 460, 807]
cairo-masthead bbox=[470, 112, 1080, 256]
table-cell-points: 8 bbox=[1292, 1005, 1300, 1020]
article-paragraph: Μεγάλην ἐπιτυχίαν ἐσημείωσεν ὁ ἀγών ἐπιτραπεζίου ἀντισφαιρίσεως τῆς ΑΕΕΑ. Πρώτη ἡ ὁμάς τοῦ Π. Παρασκευᾶ, δευτέρα ἡ ὁμάς τοῦ Δημοσθένη. bbox=[1330, 727, 1560, 806]
article-paragraph: ΜΕΓΑΣ ἐνδιαφέρον ἐγένετο διά τό τελευταῖον δημοσίευμα τοῦ «Ταχυδρόμου» ὑπό τόν τίτλον «Ἐδῶ κι' ἐκεῖ», ὅπου συγκρίνονται ὀλίγαι ἐφημερίδες καί περιοδικά τῆς Ἑλλάδος. bbox=[40, 202, 245, 313]
table-row bbox=[1090, 1195, 1320, 1212]
section-separator: *** bbox=[1430, 1003, 1460, 1018]
table-cell-points: 13 bbox=[1288, 1162, 1304, 1177]
sudan-columns bbox=[470, 323, 770, 719]
table-cell-team: Μανσούρα bbox=[1121, 920, 1191, 935]
table-cell-team: Μεχάλλα bbox=[1124, 1145, 1185, 1160]
article-paragraph: Νίκη — Προοδευτική εἰς τό Βόλο. ΠΑΟΚ — ΠΑΟ εἰς Θεσσαλονίκην. Ἄρης — Ὀλυμπιακός εἰς Θεσσαλονίκην. Τρίκαλα — Δόξα εἰς Τρίκαλα. ΑΕΚ — Ἀπόλλων εἰς Ἀθήνας. bbox=[1090, 327, 1320, 422]
article-paragraph: Κατά τήν διάρκειαν τοῦ πολέμου ὁ Τσώρτσιλ εὕρισκε χρόνον νά ἀσχολῆται μέ τά ζῶα του, τά ὁποῖα τοῦ ἐπρόσφεραν ἀνάπαυσιν. bbox=[780, 1343, 925, 1454]
table-cell-team: Πόρτ Φουάτ bbox=[1121, 971, 1200, 986]
masthead-address-1: Γραφεῖον 30, Ὀδός 26ης Ἰουλίου 2ον πάτωμα — Τηλέφωνον 53943 bbox=[519, 214, 1031, 232]
olympiakos-aek-heading: ΟΛΥΜΠΙΑΚΟΣ — ΑΕΚ bbox=[1138, 429, 1272, 444]
article-paragraph: Ζαμάλεκ — Σιδηροδρομικοί εἰς Κάιρον. Ρικτόριον — Κανάλ εἰς Ἀλεξάνδρειαν. Μίσρ — Μεχάλλα εἰς Πόρτ Σαΐτ. bbox=[1090, 676, 1320, 739]
table-cell-pos: 5. bbox=[1092, 1145, 1104, 1160]
article-paragraph: Ἡ μυστηριώδης αὐτή γυναίκα ἐνεφανίσθη τό 1920 εἰς τό Βερολῖνον καί ἀπό τότε συνεχίζει τόν ἀγῶνα της διά νά ἀναγνωρισθῆ. bbox=[470, 1782, 615, 1893]
ad-info-label: Πληροφορίαι καί κρατήσεις: bbox=[148, 2020, 352, 2036]
friday-label: ΠΑΡΑΣΚΕΥΗ 12 τρέχοντος bbox=[1123, 657, 1287, 672]
masthead-title: Ο «ΤΑΧΥΔΡΟΜΟΣ» ΕΙΣ ΚΑΪΡΟΝ bbox=[524, 113, 1026, 213]
section-separator: *** bbox=[1430, 479, 1460, 494]
article-paragraph: Ἡ Ἄννα Ἄντερσον ζῆ σήμερον εἰς τό Μέλαν Δάσος τῆς Γερμανίας, εἰς ἕνα μικρόν σπίτι, ὅπου τήν ἐπισκέπτονται δημοσιογράφοι. bbox=[470, 1666, 615, 1777]
table-cell-points: 6 bbox=[1292, 1022, 1300, 1037]
ad-address-port-said: ΠΟΡΤ - ΣΑΪΤ: Λεωφόρος Γεουγουρτα — Τηλ. 2870 bbox=[53, 2080, 381, 2096]
table-cell-games: 11 bbox=[1240, 903, 1256, 918]
anna-subheadline: ΠΡΑΚΤΩΡ ΡΩΣΙΚΗΣ ΚΑΤΑΣΚΟΠΕΙΑΣ bbox=[470, 1094, 770, 1145]
table-cell-team: Τραχήλιος bbox=[1121, 1022, 1189, 1037]
article-paragraph: Ἡ πληροφορούμεθα ὅτι ἀνεκλήθη εἰς Ἀθήνας ὁ Σύμβουλος τῆς Πρεσβείας κ. Μ. Κοτταχῆς, ἀνακαλεῖται προσεχῶς εἰς τήν Κεντρικήν Ὑπηρεσίαν. bbox=[780, 533, 1080, 596]
table-cell-pos: 9. bbox=[1092, 1213, 1104, 1228]
table-cell-points: 16 bbox=[1288, 886, 1304, 901]
header-page-number: Σελίς 3η bbox=[1471, 79, 1545, 97]
anna-article bbox=[470, 963, 770, 2062]
table-cell-points: 16 bbox=[1288, 1111, 1304, 1126]
table-cell-games: 11 bbox=[1240, 988, 1256, 1003]
table-cell-pos: 11. bbox=[1092, 1022, 1112, 1037]
table-row bbox=[1090, 885, 1320, 902]
article-paragraph: Νέαι πληροφορίαι ὅμως ἀναφέρουν ὅτι ἡ Ἄννα Ἄντερσον ἦτο πράκτωρ τῶν σοβιετικῶν ὑπηρεσιῶν, ἀποστολή της δέ ἦτο νά ἀποκτήση τήν περιουσίαν τῶν Ρωμανώφ. bbox=[470, 1898, 615, 2057]
article-paragraph: Ὁ τελευταῖος του σκύλος, ἕνα μικρό κανίς, ὀνομαζόταν Ροῦφους καί τόν συνόδευε εἰς ὅλα του τά ταξίδια. bbox=[780, 1723, 925, 1818]
article-paragraph: Τί ξεύρετε, γράφει, πῶς ἐπιβάλλεται ἡ καλή ἀνατροφή ἀπό τήν παιδικήν ἡλικίαν; Αὐτό εἶναι ζήτημα παραδόσεως. bbox=[255, 286, 460, 349]
article-paragraph: Γράφει ἡ «Ἀλ Ἀχμπάρ»: Ὁρισμένοι ἐκ τῶν ἀμερικανικῶν κύκλων ἔχουν ἀναλάβει καμπάνιαν ἐναντίον τοῦ Σουδάν, ἐμφανίζοντες τάς ἐξελίξεις ἐκεῖ ὡς ἀποτέλεσμα ξένων ἐπεμβάσεων. bbox=[470, 323, 615, 482]
ad-aircraft-line: μέ τά ταχύτατα τετρακινητήρια ἀεροπλάνα bbox=[99, 1911, 401, 1949]
table-header-row bbox=[1090, 1062, 1320, 1076]
article-paragraph: Τί ξεύρετε, γράφει, πῶς ἐπιβάλλεται ἡ καλή ἀνατροφή ἀπό τήν παιδικήν ἡλικίαν; Αὐτό εἶναι ζήτημα παραδόσεως. bbox=[40, 702, 245, 765]
table-cell-games: 12 bbox=[1240, 869, 1256, 884]
table-row bbox=[1090, 919, 1320, 936]
elite-category-title: ΑΡΙΣΤΗ ΚΑΤΗΓΟΡΙΑ: bbox=[1090, 1044, 1230, 1060]
top-articles bbox=[470, 264, 1080, 796]
table-cell-team: Κόφρ Ζεγιάτ bbox=[1121, 988, 1202, 1003]
table-cell-team: Ἀκταρλυκή bbox=[1124, 1230, 1195, 1245]
mnem-heading: ΜΝΗΜΕΥΣΕΙΣ bbox=[877, 265, 983, 282]
article-paragraph: «Ἀπαγορεύεται τό ρίπτειν σκουπίδια εἰς τούς δρόμους. Ἡ ἀπαγόρευσις αὐτή ἰσχύει ἀπό τοῦ παρελθόντος μηνός καί οἱ παραβάται θά τιμωρῶνται αὐστηρῶς.» bbox=[40, 1218, 245, 1313]
table-cell-points: 10 bbox=[1288, 1196, 1304, 1211]
rowing-heading: ΚΩΠΗΛΑΤΙΚΑ bbox=[1402, 1024, 1488, 1039]
article-paragraph: Ἐγράφομεν πρό ἡμερῶν ὅτι ἡ βασίλισσα τῆς Ἀγγλίας ἀπένειμε τόν τίτλον τοῦ σέρ εἰς τόν ποδοσφαιριστήν Στάνλεϋ Μάθιους, τόν διασημότερον παίκτην τοῦ ἀγγλικοῦ ποδοσφαίρου. bbox=[1330, 1423, 1560, 1518]
churchill-article bbox=[470, 802, 1080, 957]
koinonika-title: ΚΟΙΝΩΝΙΚΑ bbox=[811, 665, 1049, 700]
athletics-col-b bbox=[1330, 219, 1560, 1612]
table-cell-team: Ζαμάλεκ bbox=[1124, 1094, 1181, 1109]
churchill-subheadline: Ἡ γάτα του Τζίντζερ δέν ἀπεμακρύνθη ἀπό τό δωμάτιό του κατά τάς τελευταίας ἡμέρας του bbox=[510, 921, 1040, 957]
article-paragraph: Χθές ἐπράκτο νά γίνη ἡ φιλική συνάντησις πετοσφαίρας μέ τήν ὁμάδα τοῦ Πανιωνίου. Ὁ ἀγών ἀνεβλήθη διά τό Σάββατον. bbox=[1330, 935, 1560, 998]
table-cell-pos: 4. bbox=[1092, 1128, 1104, 1143]
